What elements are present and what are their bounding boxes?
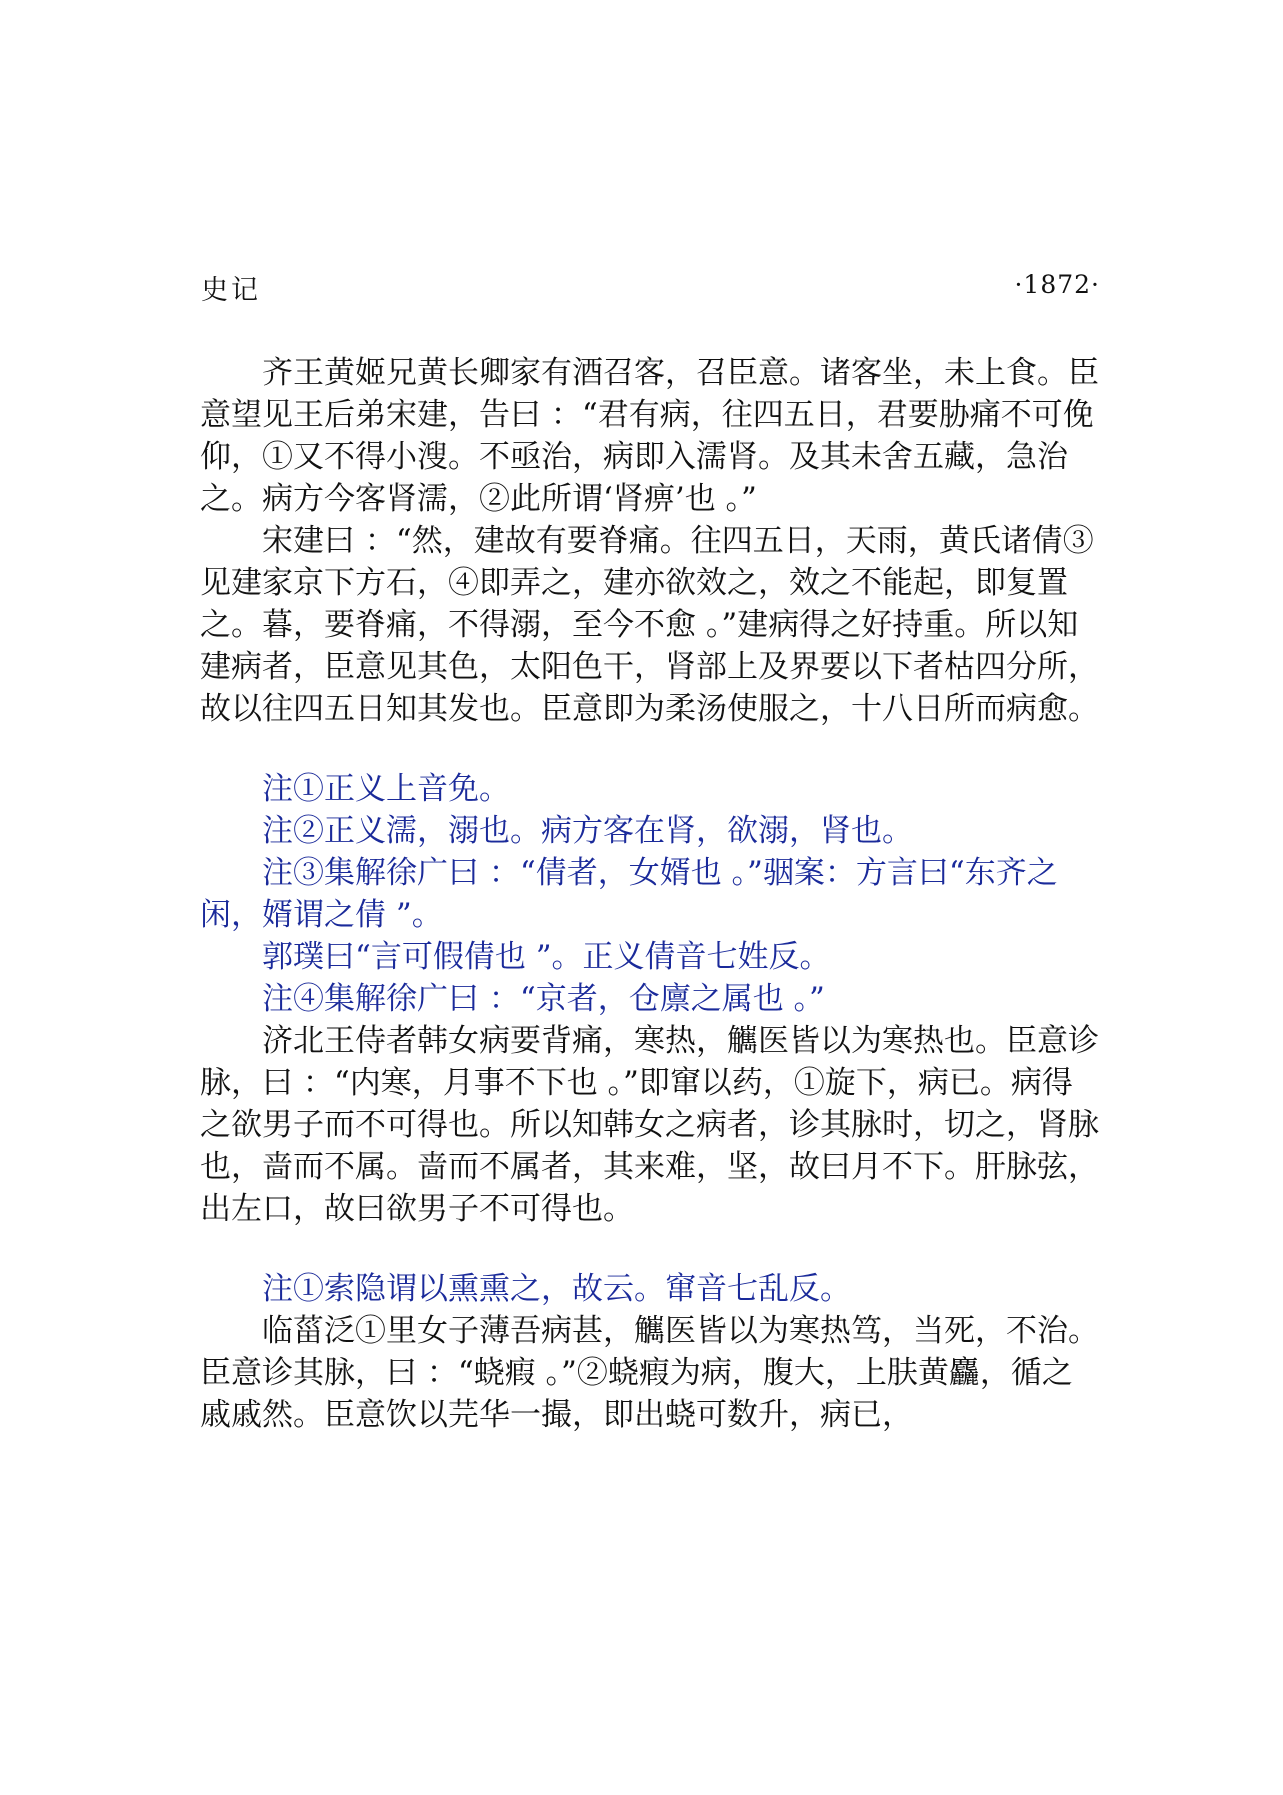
body-paragraph: 济北王侍者韩女病要背痛，寒热，觽医皆以为寒热也。臣意诊脉，曰 ：“内寒，月事不下也 。”即窜以药，①旋下，病已。病得之欲男子而不可得也。所以知韩女之病者，诊其脉时，切之，肾脉也，啬而不属。啬而不属者，其来难，坚，故曰月不下。肝脉弦，出左口，故曰欲男子不可得也。 <box>200 1023 1099 1227</box>
body-paragraph: 宋建曰 ：“然，建故有要脊痛。往四五日，天雨，黄氏诸倩③见建家京下方石，④即弄之，建亦欲效之，效之不能起，即复置之。暮，要脊痛，不得溺，至今不愈 。”建病得之好持重。所以知建病者，臣意见其色，太阳色干，肾部上及界要以下者枯四分所，故以往四五日知其发也。臣意即为柔汤使服之，十八日所而病愈。 <box>200 523 1099 727</box>
page-number: ·1872· <box>1014 270 1100 299</box>
page-body <box>200 352 1100 1436</box>
body-paragraph: 齐王黄姬兄黄长卿家有酒召客，召臣意。诸客坐，未上食。臣意望见王后弟宋建，告曰 ：“君有病，往四五日，君要胁痛不可俛仰，①又不得小溲。不亟治，病即入濡肾。及其未舍五藏，急治之。病方今客肾濡，②此所谓‘肾痹’也 。” <box>200 355 1099 517</box>
annotation-note: 郭璞曰“言可假倩也 ”。正义倩音七姓反。 <box>262 939 831 975</box>
annotation-note: 注①索隐谓以熏熏之，故云。窜音七乱反。 <box>262 1271 851 1307</box>
annotation-note: 注①正义上音免。 <box>262 771 510 807</box>
body-paragraph: 临菑泛①里女子薄吾病甚，觽医皆以为寒热笃，当死，不治。臣意诊其脉，曰 ：“蛲瘕 。”②蛲瘕为病，腹大，上肤黄麤，循之戚戚然。臣意饮以芫华一撮，即出蛲可数升，病已， <box>200 1313 1099 1433</box>
annotation-note: 注③集解徐广曰 ：“倩者，女婿也 。”骃案：方言曰“东齐之闲，婿谓之倩 ”。 <box>200 855 1058 933</box>
annotation-note: 注②正义濡，溺也。病方客在肾，欲溺，肾也。 <box>262 813 913 849</box>
annotation-note: 注④集解徐广曰 ：“京者，仓廪之属也 。” <box>262 981 825 1017</box>
running-head-title: 史记 <box>201 275 261 306</box>
